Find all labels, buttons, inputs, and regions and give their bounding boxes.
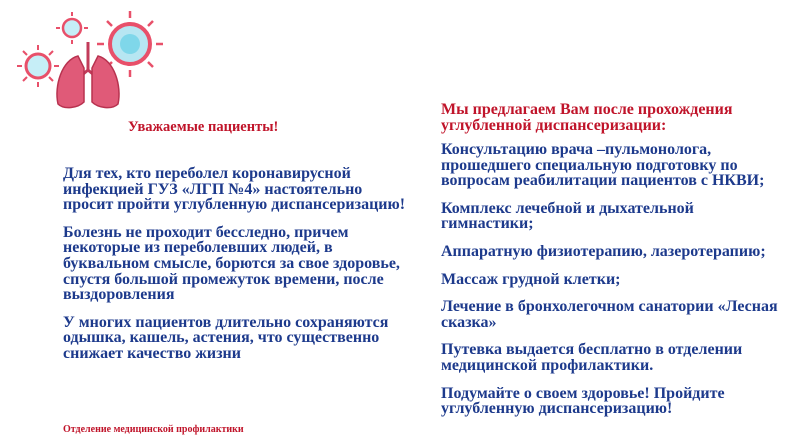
offer-item: Консультацию врача –пульмонолога, прошедшего специальную подготовку по вопросам реабилитации пациентов с НКВИ; bbox=[441, 141, 765, 190]
footer-department: Отделение медицинской профилактики bbox=[63, 424, 244, 435]
offer-item: Массаж грудной клетки; bbox=[441, 270, 621, 288]
right-column bbox=[441, 142, 786, 429]
offer-item: Подумайте о своем здоровье! Пройдите углубленную диспансеризацию! bbox=[441, 384, 725, 418]
left-paragraph: Для тех, кто переболел коронавирусной инфекцией ГУЗ «ЛГП №4» настоятельно просит пройти углубленную диспансеризацию! bbox=[63, 165, 406, 214]
offer-item: Комплекс лечебной и дыхательной гимнастики; bbox=[441, 199, 694, 233]
left-paragraph: У многих пациентов длительно сохраняются одышка, кашель, астения, что существенно снижает качество жизни bbox=[63, 313, 389, 362]
left-column bbox=[63, 166, 415, 374]
right-title: Мы предлагаем Вам после прохождения углубленной диспансеризации: bbox=[441, 101, 733, 134]
left-title: Уважаемые пациенты! bbox=[128, 119, 279, 135]
offer-item: Путевка выдается бесплатно в отделении медицинской профилактики. bbox=[441, 341, 743, 374]
virus-left-icon bbox=[17, 45, 59, 87]
offer-item: Аппаратную физиотерапию, лазеротерапию; bbox=[441, 242, 766, 260]
lungs-with-virus-icon bbox=[14, 8, 164, 112]
offer-item: Лечение в бронхолегочном санатории «Лесная сказка» bbox=[441, 298, 778, 331]
left-paragraph: Болезнь не проходит бесследно, причем некоторые из переболевших людей, в буквальном смысле, борются за свое здоровье, спустя большой промежуток времени, после выздоровления bbox=[63, 223, 400, 304]
virus-top-icon bbox=[56, 12, 88, 44]
